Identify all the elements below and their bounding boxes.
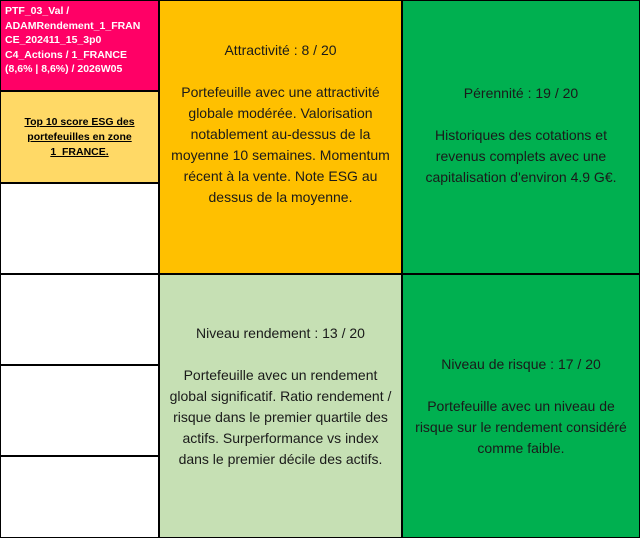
esg-ranking-link[interactable] — [1, 92, 158, 182]
empty-cell — [1, 366, 158, 455]
risque-score: Niveau de risque : 17 / 20 — [441, 356, 601, 372]
attractivite-panel — [160, 1, 401, 273]
attractivite-score: Attractivité : 8 / 20 — [224, 42, 337, 58]
empty-cell — [1, 275, 158, 364]
perennite-panel — [403, 1, 639, 273]
perennite-score: Pérennité : 19 / 20 — [463, 85, 579, 101]
risque-panel — [403, 275, 639, 537]
empty-cell — [1, 457, 158, 537]
empty-cell — [1, 184, 158, 273]
rendement-description: Portefeuille avec un rendement global significatif. Ratio rendement / risque dans le premier quartile des actifs. Surperformance vs index dans le premier décile des actifs. — [169, 367, 392, 467]
portfolio-header: PTF_03_Val / ADAMRendement_1_FRAN CE_202411_15_3p0 C4_Actions / 1_FRANCE (8,6% | 8,6%) / 2026W05 — [1, 1, 158, 90]
rendement-panel — [160, 275, 401, 537]
rendement-score: Niveau rendement : 13 / 20 — [196, 325, 365, 341]
perennite-description: Historiques des cotations et revenus complets avec une capitalisation d'environ 4.9 G€. — [425, 127, 617, 185]
esg-ranking-label[interactable]: Top 10 score ESG des portefeuilles en zone 1_FRANCE. — [24, 115, 135, 158]
attractivite-description: Portefeuille avec une attractivité globale modérée. Valorisation notablement au-dessus de la moyenne 10 semaines. Momentum récent à la vente. Note ESG au dessus de la moyenne. — [171, 84, 390, 205]
risque-description: Portefeuille avec un niveau de risque sur le rendement considéré comme faible. — [415, 398, 627, 456]
